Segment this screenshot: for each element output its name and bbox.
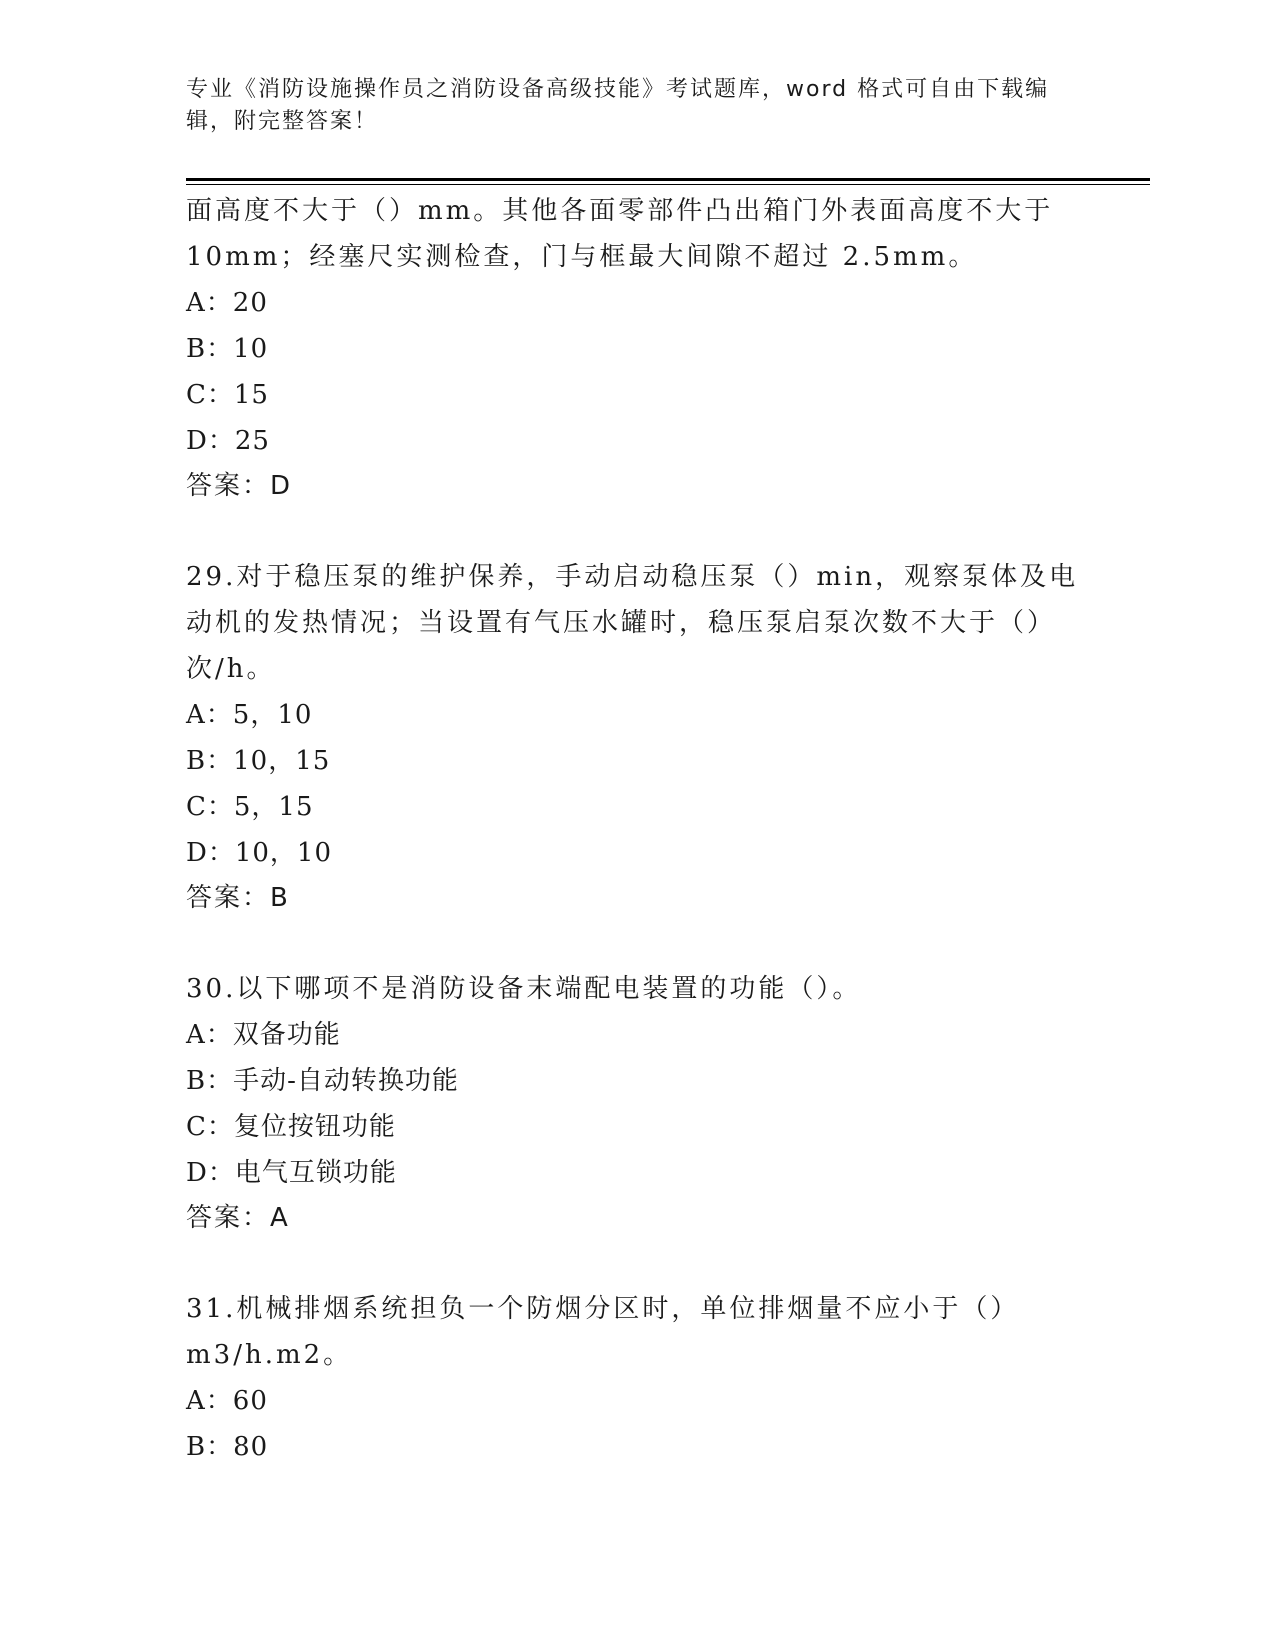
question-spacer — [186, 920, 1066, 966]
question-text-line: 动机的发热情况；当设置有气压水罐时，稳压泵启泵次数不大于（） — [186, 608, 1057, 638]
option-a: A：5，10 — [186, 700, 313, 730]
header-line-1: 专业《消防设施操作员之消防设备高级技能》考试题库，word 格式可自由下载编 — [186, 77, 1050, 102]
answer-line: 答案：B — [186, 883, 290, 913]
option-a: A：60 — [186, 1386, 268, 1416]
option-b: B：10 — [186, 334, 269, 364]
question-text-line: 31.机械排烟系统担负一个防烟分区时，单位排烟量不应小于（） — [186, 1294, 1020, 1324]
question-text-line: 面高度不大于（）mm。其他各面零部件凸出箱门外表面高度不大于 — [186, 196, 1054, 226]
option-a: A：20 — [186, 288, 268, 318]
option-d: D：电气互锁功能 — [186, 1158, 397, 1188]
option-b: B：10，15 — [186, 746, 331, 776]
question-spacer — [186, 508, 1066, 554]
document-header — [186, 74, 1066, 138]
option-b: B：80 — [186, 1432, 269, 1462]
answer-line: 答案：D — [186, 471, 293, 501]
option-d: D：25 — [186, 426, 270, 456]
question-text-line: 次/h。 — [186, 654, 276, 684]
header-divider-thin — [186, 184, 1150, 185]
question-text-line: m3/h.m2。 — [186, 1340, 353, 1370]
question-29 — [186, 554, 1079, 920]
header-line-2: 辑，附完整答案！ — [186, 109, 379, 134]
option-c: C：复位按钮功能 — [186, 1112, 396, 1142]
header-divider-thick — [186, 178, 1150, 181]
question-spacer — [186, 1240, 1066, 1286]
option-c: C：5，15 — [186, 792, 314, 822]
question-text-line: 10mm；经塞尺实测检查，门与框最大间隙不超过 2.5mm。 — [186, 242, 978, 272]
option-a: A：双备功能 — [186, 1020, 341, 1050]
question-30 — [186, 966, 1066, 1240]
question-28 — [186, 188, 1066, 508]
question-text-line: 30.以下哪项不是消防设备末端配电装置的功能（）。 — [186, 974, 862, 1004]
question-list — [186, 188, 1079, 1470]
option-b: B：手动-自动转换功能 — [186, 1066, 459, 1096]
option-d: D：10，10 — [186, 838, 333, 868]
answer-line: 答案：A — [186, 1203, 290, 1233]
option-c: C：15 — [186, 380, 269, 410]
question-31 — [186, 1286, 1066, 1470]
question-text-line: 29.对于稳压泵的维护保养，手动启动稳压泵（）min，观察泵体及电 — [186, 562, 1079, 592]
